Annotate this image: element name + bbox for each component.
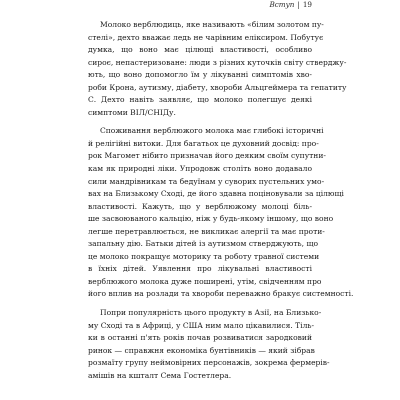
paragraph bbox=[88, 307, 330, 382]
text-line: легше перетравлюється, не викликає алергії та має проти- bbox=[88, 226, 325, 236]
page-number: 19 bbox=[302, 0, 312, 9]
text-line: рок Магомет нібито призначав його деяким своїм супутни- bbox=[88, 151, 326, 161]
text-line: властивості. Кажуть, що у верблюжому молоці біль- bbox=[88, 201, 312, 211]
paragraph bbox=[88, 19, 347, 119]
text-line: його вплив на розлади та хвороби переважно бракує системності. bbox=[88, 289, 354, 299]
text-line: ринок — справжня економіка бунтівників — який зібрав bbox=[88, 345, 315, 355]
text-line: ше засвоюваного кальцію, ніж у будь-якому іншому, що воно bbox=[88, 214, 334, 224]
text-line: запальну дію. Батьки дітей із аутизмом стверджують, що bbox=[88, 239, 319, 249]
text-line: му Сході та в Африці, у США ним мало цікавилися. Тіль- bbox=[88, 320, 315, 330]
text-line: ють, що воно допомогло їм у лікуванні симптомів хво- bbox=[88, 70, 312, 80]
body-text bbox=[88, 19, 354, 382]
chapter-title: Вступ bbox=[269, 0, 295, 9]
text-line: це молоко покращує моторику та роботу травної системи bbox=[88, 251, 320, 261]
text-line: симптоми ВІЛ/СНІДу. bbox=[88, 107, 176, 117]
text-line: Молоко верблюдиць, яке називають «білим золотом пу- bbox=[100, 20, 324, 29]
text-line: сили мандрівникам та бедуїнам у суворих пустельних умо- bbox=[88, 176, 325, 186]
text-line: думка, що воно має цілющі властивості, особливо bbox=[88, 45, 312, 55]
text-line: стелі», дехто вважає ледь не чарівним еліксиром. Побутує bbox=[88, 32, 324, 42]
paragraph bbox=[88, 125, 354, 301]
text-line: верблюжого молока дуже поширені, утім, свідченням про bbox=[88, 276, 322, 286]
text-line: роби Крона, аутизму, діабету, хвороби Альцгеймера та гепатиту bbox=[88, 82, 347, 92]
running-head bbox=[88, 0, 312, 10]
text-line: ки в останні п'ять років почав розвиватися зародковий bbox=[88, 333, 312, 343]
text-line: в їхніх дітей. Уявлення про лікувальні властивості bbox=[88, 264, 312, 274]
text-line: Попри популярність цього продукту в Азії, на Близько- bbox=[100, 308, 322, 318]
text-line: сироє, непастеризоване: люди з різних куточків світу стверджу- bbox=[88, 57, 347, 67]
text-line: С. Дехто навіть заявляє, що молоко полегшує деякі bbox=[88, 95, 312, 105]
text-line: вах на Близькому Сході, де його здавна поціновували за цілющі bbox=[88, 189, 344, 199]
text-line: й релігійні витоки. Для багатьох це духовний досвід: про- bbox=[88, 138, 319, 148]
header-separator: | bbox=[297, 0, 300, 9]
text-line: амішів на кшталт Сема Гостетлера. bbox=[88, 370, 232, 380]
text-line: Споживання верблюжого молока має глибокі історичні bbox=[100, 126, 324, 136]
text-line: розмаїту групу неймовірних персонажів, зокрема фермерів- bbox=[88, 358, 330, 368]
text-line: кам як природні ліки. Упродовж століть воно додавало bbox=[88, 164, 312, 174]
